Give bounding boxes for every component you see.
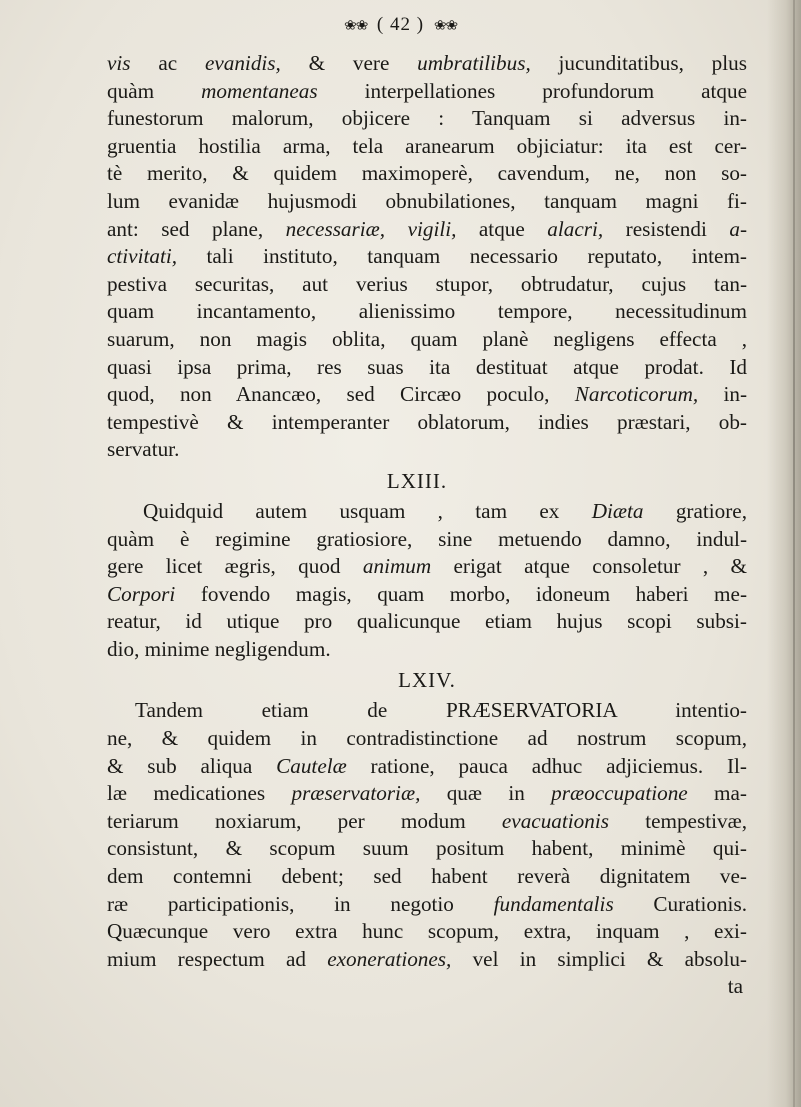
text-line: tè merito, & quidem maximoperè, cavendum, ne, non so-	[107, 161, 747, 186]
text-line: gere licet ægris, quod animum erigat atque consoletur , &	[107, 554, 747, 579]
text-line: teriarum noxiarum, per modum evacuationis tempestivæ,	[107, 808, 748, 833]
text-line: funestorum malorum, objicere : Tanquam si adversus in-	[107, 106, 747, 131]
page-edge-shadow	[767, 0, 801, 1107]
section-heading-64: LXIV.	[398, 668, 456, 693]
header-ornament-right: ❀❀	[433, 19, 457, 33]
catchword: ta	[727, 974, 743, 999]
text-line: consistunt, & scopum suum positum habent, minimè qui-	[107, 836, 747, 861]
text-line: dio, minime negligendum.	[107, 636, 331, 661]
text-line: quàm momentaneas interpellationes profundorum atque	[107, 78, 747, 103]
text-line: reatur, id utique pro qualicunque etiam hujus scopi subsi-	[107, 609, 747, 634]
text-line: & sub aliqua Cautelæ ratione, pauca adhuc adjiciemus. Il-	[107, 753, 747, 778]
running-header	[0, 12, 801, 38]
text-line: quasi ipsa prima, res suas ita destituat atque prodat. Id	[107, 354, 747, 379]
text-line: tempestivè & intemperanter oblatorum, indies præstari, ob-	[107, 409, 747, 434]
text-line: vis ac evanidis, & vere umbratilibus, jucunditatibus, plus	[107, 51, 747, 75]
text-line: ne, & quidem in contradistinctione ad nostrum scopum,	[107, 726, 747, 751]
text-line: suarum, non magis oblita, quam planè negligens effecta ,	[107, 326, 747, 351]
text-line: Corpori fovendo magis, quam morbo, idoneum haberi me-	[107, 581, 747, 606]
header-ornament-left: ❀❀	[344, 19, 368, 33]
text-line: ræ participationis, in negotio fundamentalis Curationis.	[107, 891, 747, 916]
text-line: mium respectum ad exonerationes, vel in simplici & absolu-	[107, 946, 747, 971]
text-line: ant: sed plane, necessariæ, vigili, atque alacri, resistendi a-	[107, 216, 748, 241]
text-line: lum evanidæ hujusmodi obnubilationes, tanquam magni fi-	[107, 188, 747, 213]
text-line: pestiva securitas, aut verius stupor, obtrudatur, cujus tan-	[107, 271, 747, 296]
text-line: dem contemni debent; sed habent reverà dignitatem ve-	[107, 864, 747, 889]
page-number: ( 42 )	[376, 14, 425, 35]
text-line: quod, non Anancæo, sed Circæo poculo, Narcoticorum, in-	[107, 382, 748, 407]
page-edge-line	[793, 0, 795, 1107]
text-line: Tandem etiam de PRÆSERVATORIA intentio-	[135, 698, 747, 723]
text-line: læ medicationes præservatoriæ, quæ in præoccupatione ma-	[107, 781, 747, 806]
text-line: quàm è regimine gratiosiore, sine metuendo damno, indul-	[107, 526, 747, 551]
text-line: Quidquid autem usquam , tam ex Diæta gratiore,	[143, 498, 747, 523]
section-heading-63: LXIII.	[386, 468, 448, 493]
text-line: quam incantamento, alienissimo tempore, necessitudinum	[107, 299, 747, 324]
text-line: ctivitati, tali instituto, tanquam necessario reputato, intem-	[107, 244, 747, 269]
text-block	[107, 50, 747, 1001]
text-line: servatur.	[107, 437, 180, 462]
text-line: gruentia hostilia arma, tela aranearum objiciatur: ita est cer-	[107, 133, 747, 158]
text-line: Quæcunque vero extra hunc scopum, extra, inquam , exi-	[107, 919, 747, 944]
